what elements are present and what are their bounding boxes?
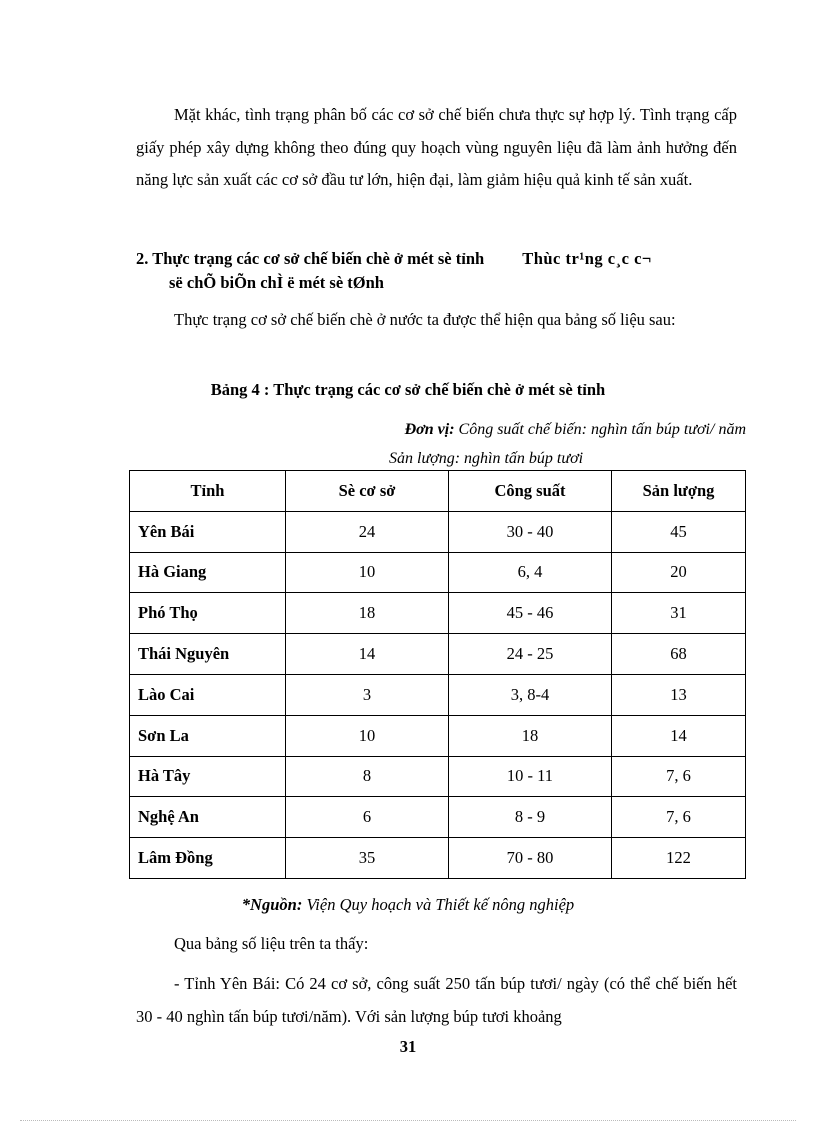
facility-count-cell: 3 <box>286 674 449 715</box>
capacity-cell: 6, 4 <box>449 552 612 593</box>
source-label: *Nguồn: <box>241 895 303 914</box>
province-cell: Hà Tây <box>130 756 286 797</box>
output-cell: 20 <box>612 552 746 593</box>
paragraph-distribution <box>136 99 737 197</box>
facility-count-cell: 10 <box>286 552 449 593</box>
unit-label: Đơn vị: <box>404 421 455 438</box>
facility-count-cell: 35 <box>286 838 449 879</box>
facility-count-cell: 18 <box>286 593 449 634</box>
table-row <box>130 674 746 715</box>
paragraph-distribution-text: Mặt khác, tình trạng phân bố các cơ sở chế biến chưa thực sự hợp lý. Tình trạng cấp giấy phép xây dựng không theo đúng quy hoạch vùng nguyên liệu đã làm ảnh hưởng đến năng lực sản xuất các cơ sở đầu tư lớn, hiện đại, làm giảm hiệu quả kinh tế sản xuất. <box>136 105 737 189</box>
page-bottom-divider <box>20 1120 796 1121</box>
province-cell: Yên Bái <box>130 511 286 552</box>
table-row <box>130 634 746 675</box>
table-row <box>130 552 746 593</box>
output-cell: 14 <box>612 715 746 756</box>
table-caption: Bảng 4 : Thực trạng các cơ sở chế biến chè ở mét sè tỉnh <box>210 380 606 399</box>
facility-count-cell: 8 <box>286 756 449 797</box>
province-cell: Hà Giang <box>130 552 286 593</box>
output-cell: 13 <box>612 674 746 715</box>
table-row <box>130 593 746 634</box>
header-capacity: Công suất <box>449 471 612 512</box>
capacity-cell: 24 - 25 <box>449 634 612 675</box>
unit-line-1 <box>405 421 746 439</box>
table-row <box>130 756 746 797</box>
paragraph-observation-text: Qua bảng số liệu trên ta thấy: <box>174 934 369 953</box>
header-output: Sản lượng <box>612 471 746 512</box>
output-cell: 31 <box>612 593 746 634</box>
processing-facilities-table <box>129 470 746 879</box>
paragraph-intro-text: Thực trạng cơ sở chế biến chè ở nước ta được thể hiện qua bảng số liệu sau: <box>174 310 676 329</box>
capacity-cell: 45 - 46 <box>449 593 612 634</box>
unit-line-2: Sản lượng: nghìn tấn búp tươi <box>389 450 584 467</box>
table-header-row <box>130 471 746 512</box>
table-row <box>130 797 746 838</box>
facility-count-cell: 6 <box>286 797 449 838</box>
capacity-cell: 30 - 40 <box>449 511 612 552</box>
table-row <box>130 715 746 756</box>
section-heading-text: 2. Thực trạng các cơ sở chế biến chè ở mét sè tỉnh <box>136 249 485 268</box>
table-row <box>130 511 746 552</box>
output-cell: 122 <box>612 838 746 879</box>
unit-capacity: Công suất chế biến: nghìn tấn búp tươi/ năm <box>454 421 746 438</box>
capacity-cell: 10 - 11 <box>449 756 612 797</box>
capacity-cell: 8 - 9 <box>449 797 612 838</box>
province-cell: Lào Cai <box>130 674 286 715</box>
source-text: Viện Quy hoạch và Thiết kế nông nghiệp <box>302 895 575 914</box>
province-cell: Phó Thọ <box>130 593 286 634</box>
paragraph-observation <box>136 928 737 961</box>
table-source <box>0 895 816 915</box>
facility-count-cell: 24 <box>286 511 449 552</box>
section-heading-line2: së chÕ biÕn chÌ ë mét sè tØnh <box>169 273 384 292</box>
facility-count-cell: 10 <box>286 715 449 756</box>
capacity-cell: 70 - 80 <box>449 838 612 879</box>
province-cell: Thái Nguyên <box>130 634 286 675</box>
table-row <box>130 838 746 879</box>
output-cell: 7, 6 <box>612 756 746 797</box>
paragraph-intro <box>136 304 737 337</box>
output-cell: 45 <box>612 511 746 552</box>
section-heading <box>136 247 766 295</box>
province-cell: Lâm Đồng <box>130 838 286 879</box>
output-cell: 7, 6 <box>612 797 746 838</box>
facility-count-cell: 14 <box>286 634 449 675</box>
paragraph-yen-bai-text: - Tỉnh Yên Bái: Có 24 cơ sở, công suất 250 tấn búp tươi/ ngày (có thể chế biến hết 30 - 40 nghìn tấn búp tươi/năm). Với sản lượng búp tươi khoảng <box>136 974 737 1026</box>
section-heading-garbled: Thùc tr¹ng c¸c c¬ <box>522 249 652 268</box>
province-cell: Sơn La <box>130 715 286 756</box>
page-number: 31 <box>399 1037 417 1056</box>
header-facility-count: Sè cơ sở <box>286 471 449 512</box>
output-cell: 68 <box>612 634 746 675</box>
province-cell: Nghệ An <box>130 797 286 838</box>
capacity-cell: 3, 8-4 <box>449 674 612 715</box>
capacity-cell: 18 <box>449 715 612 756</box>
header-province: Tỉnh <box>130 471 286 512</box>
paragraph-yen-bai <box>136 968 737 1033</box>
